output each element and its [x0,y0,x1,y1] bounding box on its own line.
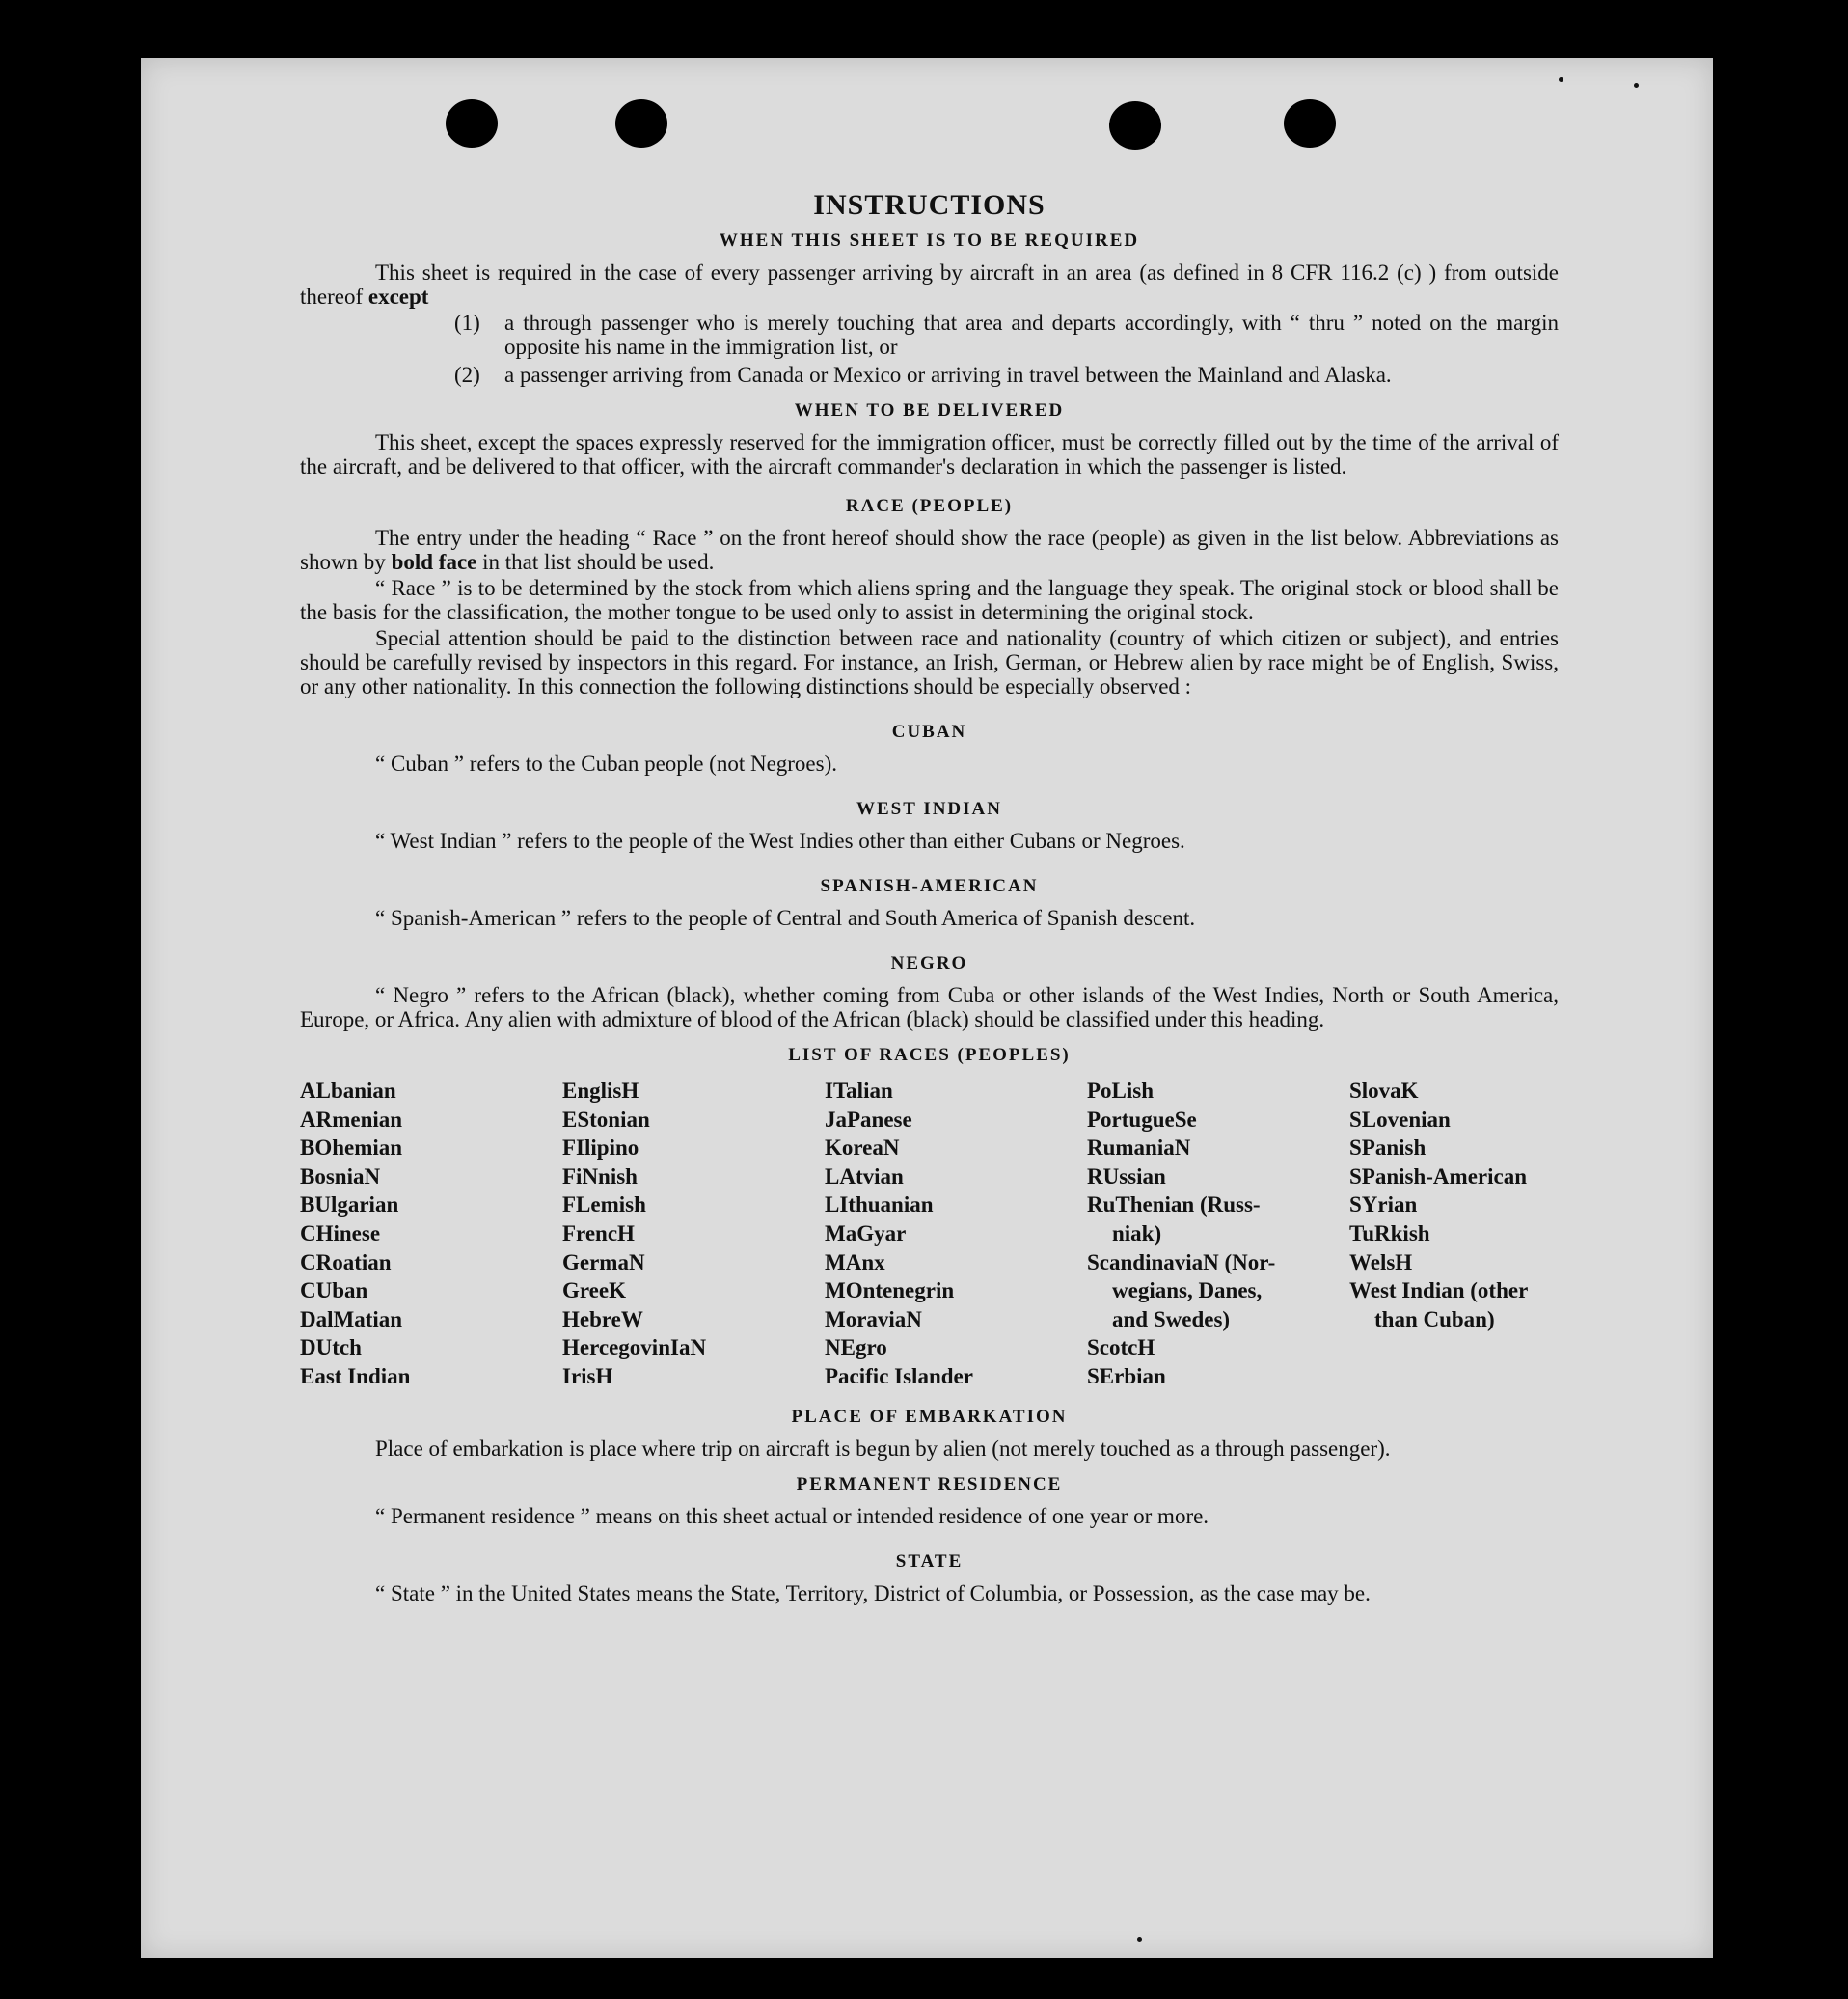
section-heading-state: STATE [895,1550,964,1572]
west-indian-text: “ West Indian ” refers to the people of the West Indies other than either Cubans or Negroes. [375,829,1185,853]
race-entry: FIlipino [562,1136,639,1161]
race-entry: WelsH [1349,1249,1413,1274]
race-entry: than Cuban) [1374,1306,1495,1331]
cuban-text: “ Cuban ” refers to the Cuban people (not Negroes). [375,752,838,776]
race-entry: ScotcH [1087,1335,1155,1360]
embarkation-text: Place of embarkation is place where trip on aircraft is begun by alien (not merely touched as a through passenger). [375,1436,1391,1461]
races-column-5 [1349,1077,1562,1391]
race-entry: LAtvian [825,1164,904,1189]
race-entry: MoraviaN [825,1306,922,1331]
race-entry: CUban [300,1278,368,1303]
spanish-american-text: “ Spanish-American ” refers to the people of Central and South America of Spanish descent. [375,906,1196,930]
races-column-2 [562,1077,825,1391]
state-text: “ State ” in the United States means the State, Territory, District of Columbia, or Possession, as the case may be. [375,1580,1371,1605]
race-entry: ScandinaviaN (Nor- [1087,1249,1276,1274]
race-entry: NEgro [825,1335,887,1360]
race-entry: MOntenegrin [825,1278,955,1303]
race-entry: SErbian [1087,1363,1166,1388]
speck [1559,77,1563,82]
race-entry: SYrian [1349,1192,1418,1218]
race-entry: East Indian [300,1363,411,1388]
section-heading-required: WHEN THIS SHEET IS TO BE REQUIRED [719,231,1140,251]
section-heading-cuban: CUBAN [891,722,967,742]
race-entry: MAnx [825,1249,885,1274]
document-sheet [141,58,1713,1958]
punch-hole [446,99,498,148]
races-column-1 [300,1077,562,1391]
race-entry: PoLish [1087,1079,1155,1103]
race-entry: wegians, Danes, [1112,1278,1263,1303]
section-heading-residence: PERMANENT RESIDENCE [796,1473,1063,1494]
race-entry: GreeK [562,1278,626,1303]
race-entry: JaPanese [825,1107,912,1132]
race-entry: LIthuanian [825,1192,934,1218]
race-entry: BosniaN [300,1164,381,1189]
race-entry: ARmenian [300,1107,403,1132]
race-entry: SPanish-American [1349,1164,1527,1189]
page-title: INSTRUCTIONS [813,189,1046,221]
race-entry: CRoatian [300,1249,392,1274]
race-para-1: The entry under the heading “ Race ” on the front hereof should show the race (people) as given in the list below. Abbreviations as shown by bold face in that list should be used. [300,526,1559,574]
section-heading-race: RACE (PEOPLE) [845,496,1014,516]
race-entry: BOhemian [300,1136,403,1161]
races-column-3 [825,1077,1087,1391]
race-entry: GermaN [562,1249,645,1274]
section-heading-list-of-races: LIST OF RACES (PEOPLES) [788,1045,1071,1065]
races-column-4 [1087,1077,1349,1391]
race-entry: RuThenian (Russ- [1087,1192,1261,1218]
section-heading-west-indian: WEST INDIAN [856,799,1002,819]
race-entry: Pacific Islander [825,1363,973,1388]
section-heading-embarkation: PLACE OF EMBARKATION [791,1406,1068,1427]
race-entry: DalMatian [300,1306,403,1331]
race-entry: HercegovinIaN [562,1335,707,1360]
section-heading-spanish-american: SPANISH-AMERICAN [820,876,1039,896]
race-entry: ITalian [825,1079,893,1103]
race-entry: ALbanian [300,1079,396,1103]
race-entry: SLovenian [1349,1107,1451,1132]
race-para-3: Special attention should be paid to the distinction between race and nationality (country of which citizen or subject), and entries should be carefully revised by inspectors in this regard. For instance, an Irish, German, or Hebrew alien by race might be of English, Swiss, or any other nationality. In this connection the following distinctions should be especially observed : [300,626,1559,698]
exception-item-2: (2) a passenger arriving from Canada or Mexico or arriving in travel between the Mainland and Alaska. [454,363,1392,387]
race-entry: SPanish [1349,1136,1427,1161]
race-entry: niak) [1112,1220,1162,1246]
race-entry: CHinese [300,1220,381,1246]
race-entry: RumaniaN [1087,1136,1191,1161]
races-list [300,1077,1559,1391]
race-entry: BUlgarian [300,1192,399,1218]
instructions-content [300,189,1559,1607]
race-entry: EnglisH [562,1079,639,1103]
exception-item-1: (1) a through passenger who is merely touching that area and departs accordingly, with “ thru ” noted on the margin opposite his name in the immigration list, or [454,311,1559,359]
race-entry: EStonian [562,1107,650,1132]
race-entry: and Swedes) [1112,1306,1231,1331]
race-entry: PortugueSe [1087,1107,1197,1132]
delivered-text: This sheet, except the spaces expressly reserved for the immigration officer, must be correctly filled out by the time of the arrival of the aircraft, and be delivered to that officer, with the aircraft commander's declaration in which the passenger is listed. [300,430,1559,479]
speck [1137,1937,1142,1942]
punch-hole [1109,101,1161,150]
section-heading-negro: NEGRO [890,953,968,973]
race-entry: KoreaN [825,1136,900,1161]
race-entry: West Indian (other [1349,1278,1529,1303]
race-entry: HebreW [562,1306,643,1331]
race-entry: DUtch [300,1335,362,1360]
punch-hole [615,99,667,148]
negro-text: “ Negro ” refers to the African (black), whether coming from Cuba or other islands of the West Indies, North or South America, Europe, or Africa. Any alien with admixture of blood of the African (black) should be classified under this heading. [300,983,1559,1031]
race-entry: IrisH [562,1363,613,1388]
race-entry: SlovaK [1349,1079,1419,1103]
punch-hole [1284,99,1336,148]
race-entry: FiNnish [562,1164,638,1189]
race-entry: FLemish [562,1192,646,1218]
section-heading-delivered: WHEN TO BE DELIVERED [794,400,1065,421]
speck [1634,83,1639,88]
race-entry: MaGyar [825,1220,907,1246]
required-intro: This sheet is required in the case of every passenger arriving by aircraft in an area (as defined in 8 CFR 116.2 (c) ) from outside thereof except [300,260,1559,309]
race-entry: RUssian [1087,1164,1166,1189]
residence-text: “ Permanent residence ” means on this sheet actual or intended residence of one year or more. [375,1503,1209,1528]
race-entry: TuRkish [1349,1220,1430,1246]
race-para-2: “ Race ” is to be determined by the stock from which aliens spring and the language they speak. The original stock or blood shall be the basis for the classification, the mother tongue to be used only to assist in determining the original stock. [300,576,1559,624]
race-entry: FrencH [562,1220,635,1246]
